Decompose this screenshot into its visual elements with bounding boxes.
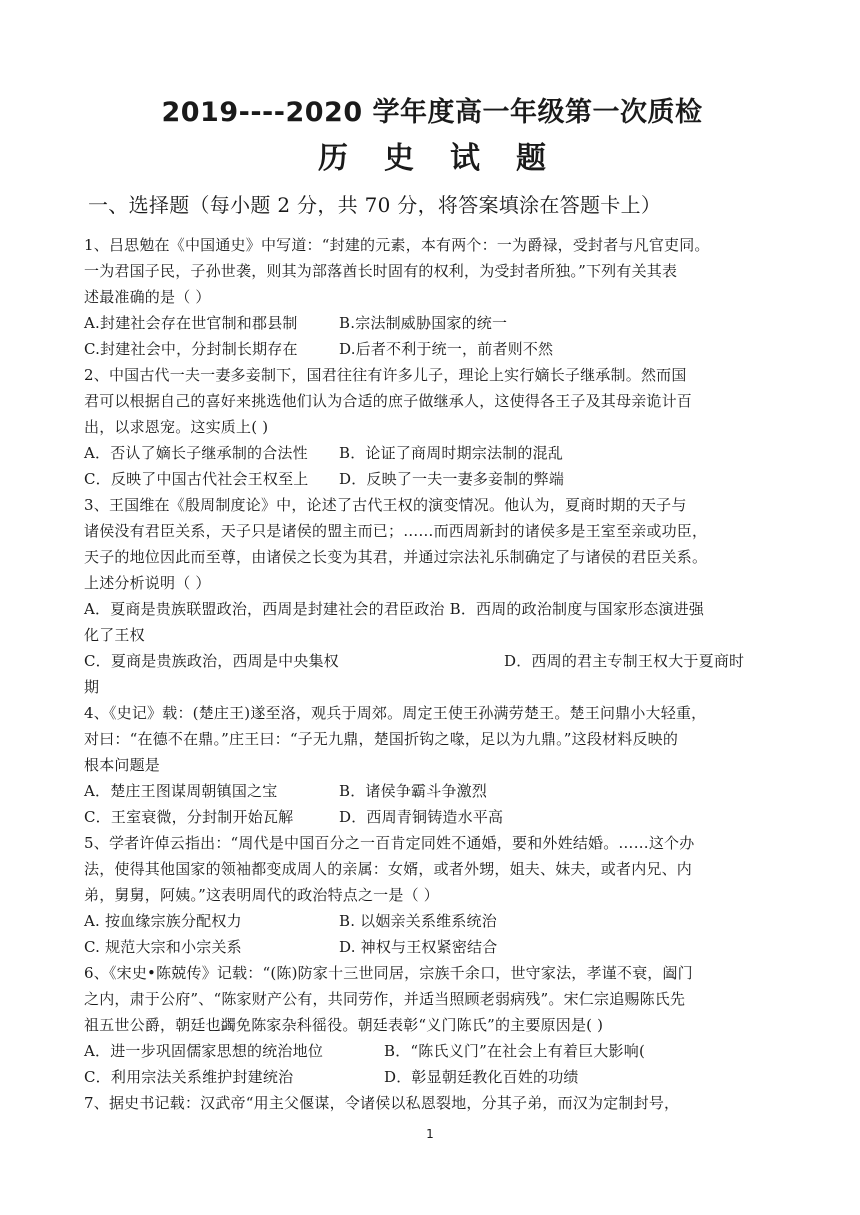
option-row: [84, 778, 780, 804]
question-line: 一为君国子民，子孙世袭，则其为部落酋长时固有的权利，为受封者所独。”下列有关其表: [84, 262, 678, 280]
option-d: D．反映了一夫一妻多妾制的弊端: [339, 470, 565, 488]
option-b: B．诸侯争霸斗争激烈: [339, 782, 488, 800]
option-d: D．西周的君主专制王权大于夏商时: [504, 652, 745, 670]
exam-title: 2019----2020 学年度高一年级第一次质检: [161, 97, 703, 128]
option-c: C.封建社会中，分封制长期存在: [84, 340, 298, 358]
question-1: [84, 232, 780, 362]
question-line: 祖五世公爵，朝廷也蠲免陈家杂科徭役。朝廷表彰“义门陈氏”的主要原因是( ): [84, 1016, 604, 1034]
option-d: D．西周青铜铸造水平高: [339, 808, 504, 826]
question-2: [84, 362, 780, 492]
option-c: C．夏商是贵族政治，西周是中央集权: [84, 652, 339, 670]
option-row: [84, 648, 780, 674]
option-row: [84, 440, 780, 466]
option-line: 化了王权: [84, 626, 145, 644]
option-row: [84, 336, 780, 362]
question-line: 述最准确的是（ ）: [84, 288, 211, 306]
question-line: 4、《史记》载：(楚庄王)遂至洛，观兵于周郊。周定王使王孙满劳楚王。楚王问鼎小大轻重，: [84, 704, 707, 722]
option-b: B．“陈氏义门”在社会上有着巨大影响(: [384, 1042, 646, 1060]
option-c: C．反映了中国古代社会王权至上: [84, 470, 309, 488]
option-b: B．论证了商周时期宗法制的混乱: [339, 444, 564, 462]
option-row: [84, 934, 780, 960]
question-line: 1、吕思勉在《中国通史》中写道：“封建的元素，本有两个：一为爵禄，受封者与凡官吏同。: [84, 236, 710, 254]
subject-title: [84, 138, 780, 190]
question-line: 5、学者许倬云指出：“周代是中国百分之一百肯定同姓不通婚，要和外姓结婚。……这个办: [84, 834, 695, 852]
option-line: A．夏商是贵族联盟政治，西周是封建社会的君臣政治 B．西周的政治制度与国家形态演进强: [84, 600, 705, 618]
question-6: [84, 960, 780, 1090]
question-line: 7、据史书记载：汉武帝“用主父偃谋，令诸侯以私恩裂地，分其子弟，而汉为定制封号，: [84, 1094, 680, 1112]
question-line: 弟，舅舅，阿姨。”这表明周代的政治特点之一是（ ）: [84, 886, 439, 904]
question-line: 6、《宋史•陈兢传》记载：“(陈)防家十三世同居，宗族千余口，世守家法，孝谨不衰，阖门: [84, 964, 693, 982]
page-number: 1: [426, 1127, 434, 1141]
option-row: [84, 310, 780, 336]
option-c: C．王室衰微，分封制开始瓦解: [84, 808, 294, 826]
subject-char: 历: [318, 141, 348, 176]
option-a: A. 按血缘宗族分配权力: [84, 912, 242, 930]
subject-char: 题: [516, 141, 546, 176]
option-b: B.宗法制威胁国家的统一: [339, 314, 508, 332]
question-line: 诸侯没有君臣关系，天子只是诸侯的盟主而已；……而西周新封的诸侯多是王室至亲或功臣，: [84, 522, 708, 540]
option-b: B. 以姻亲关系维系统治: [339, 912, 497, 930]
question-line: 上述分析说明（ ）: [84, 574, 211, 592]
option-d: D．彰显朝廷教化百姓的功绩: [384, 1068, 579, 1086]
question-line: 出，以求恩宠。这实质上( ): [84, 418, 269, 436]
question-3: [84, 492, 780, 700]
question-line: 之内，肃于公府”、“陈家财产公有，共同劳作，并适当照顾老弱病残”。宋仁宗追赐陈氏先: [84, 990, 686, 1008]
question-4: [84, 700, 780, 830]
option-c: C. 规范大宗和小宗关系: [84, 938, 242, 956]
question-line: 天子的地位因此而至尊，由诸侯之长变为其君，并通过宗法礼乐制确定了与诸侯的君臣关系。: [84, 548, 708, 566]
question-7: [84, 1090, 780, 1116]
subject-char: 试: [450, 141, 480, 176]
subject-char: 史: [384, 141, 414, 176]
question-line: 2、中国古代一夫一妻多妾制下，国君往往有许多儿子，理论上实行嫡长子继承制。然而国: [84, 366, 687, 384]
question-line: 3、王国维在《殷周制度论》中，论述了古代王权的演变情况。他认为，夏商时期的天子与: [84, 496, 687, 514]
exam-page: [84, 84, 780, 1116]
option-a: A．否认了嫡长子继承制的合法性: [84, 444, 308, 462]
option-c: C．利用宗法关系维护封建统治: [84, 1068, 294, 1086]
question-line: 根本问题是: [84, 756, 161, 774]
option-a: A.封建社会存在世官制和郡县制: [84, 314, 298, 332]
option-a: A．进一步巩固儒家思想的统治地位: [84, 1042, 324, 1060]
section-heading: 一、选择题（每小题 2 分，共 70 分，将答案填涂在答题卡上）: [88, 193, 662, 217]
option-d: D.后者不利于统一，前者则不然: [339, 340, 554, 358]
question-5: [84, 830, 780, 960]
question-line: 君可以根据自己的喜好来挑选他们认为合适的庶子做继承人，这使得各王子及其母亲诡计百: [84, 392, 693, 410]
option-a: A．楚庄王图谋周朝镇国之宝: [84, 782, 278, 800]
question-line: 对曰：“在德不在鼎。”庄王曰：“子无九鼎，楚国折钩之喙，足以为九鼎。”这段材料反映的: [84, 730, 679, 748]
option-row: [84, 804, 780, 830]
option-line: 期: [84, 678, 100, 696]
option-row: [84, 1064, 780, 1090]
option-row: [84, 466, 780, 492]
option-row: [84, 1038, 780, 1064]
option-row: [84, 908, 780, 934]
question-line: 法，使得其他国家的领袖都变成周人的亲属：女婿，或者外甥，姐夫、妹夫，或者内兄、内: [84, 860, 693, 878]
option-d: D. 神权与王权紧密结合: [339, 938, 498, 956]
